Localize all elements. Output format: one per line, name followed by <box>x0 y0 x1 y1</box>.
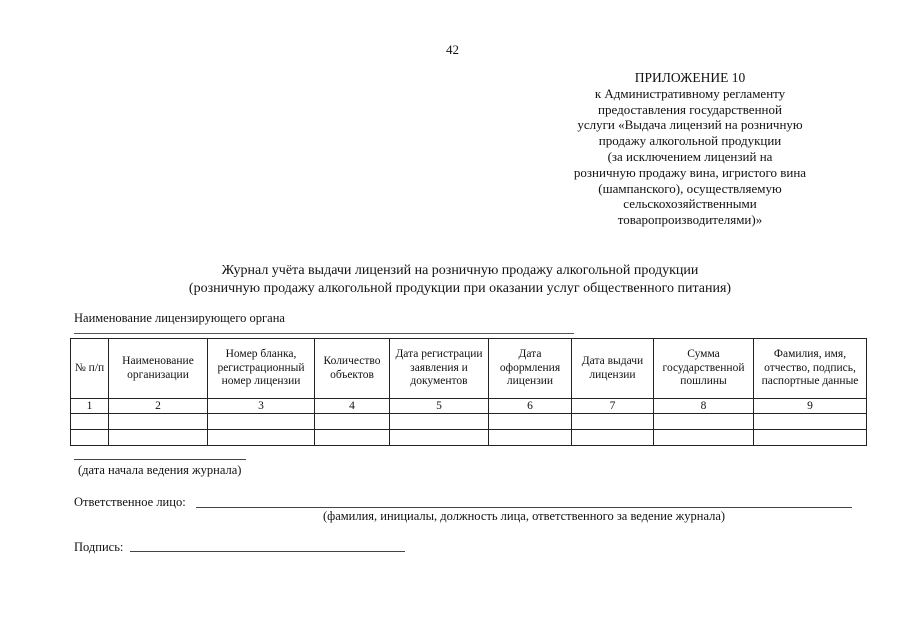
column-number: 6 <box>489 399 572 414</box>
appendix-line: розничную продажу вина, игристого вина <box>573 164 807 180</box>
table-cell <box>754 414 867 430</box>
column-number-row <box>71 399 867 414</box>
org-name-label: Наименование лицензирующего органа <box>74 311 285 325</box>
appendix-line: предоставления государственной <box>598 101 782 117</box>
table-row <box>71 414 867 430</box>
column-header-object-count: Количество объектов <box>315 339 390 399</box>
appendix-line: (шампанского), осуществляемую <box>598 180 782 196</box>
column-header-delivery-date: Дата выдачи лицензии <box>572 339 654 399</box>
journal-start-date-line <box>74 459 246 460</box>
appendix-heading: ПРИЛОЖЕНИЕ 10 <box>634 70 746 85</box>
table-cell <box>489 430 572 446</box>
column-header-registration-date: Дата регистрации заявления и документов <box>390 339 489 399</box>
column-header-fee-amount: Сумма государственной пошлины <box>654 339 754 399</box>
signature-label: Подпись: <box>74 540 124 554</box>
column-header-issue-date: Дата оформления лицензии <box>489 339 572 399</box>
table-cell <box>208 430 315 446</box>
column-header-license-number: Номер бланка, регистрационный номер лицензии <box>208 339 315 399</box>
page-number: 42 <box>446 42 459 57</box>
appendix-line: услуги «Выдача лицензий на розничную <box>577 117 803 133</box>
column-number: 1 <box>71 399 109 414</box>
table-cell <box>572 414 654 430</box>
table-cell <box>489 414 572 430</box>
responsible-person-label: Ответственное лицо: <box>74 495 186 509</box>
journal-title-line-1: Журнал учёта выдачи лицензий на розничную продажу алкогольной продукции <box>221 263 699 278</box>
table-cell <box>315 414 390 430</box>
journal-title-line-2: (розничную продажу алкогольной продукции при оказании услуг общественного питания) <box>188 281 732 296</box>
license-journal-table <box>70 338 867 446</box>
column-header-recipient-data: Фамилия, имя, отчество, подпись, паспортные данные <box>754 339 867 399</box>
column-number: 4 <box>315 399 390 414</box>
journal-title <box>100 262 820 298</box>
responsible-person-caption: (фамилия, инициалы, должность лица, ответственного за ведение журнала) <box>322 509 726 523</box>
appendix-line: продажу алкогольной продукции <box>598 133 782 149</box>
table-cell <box>71 430 109 446</box>
appendix-block <box>530 70 850 228</box>
table-cell <box>654 430 754 446</box>
responsible-person-line <box>196 507 852 508</box>
table-cell <box>109 414 208 430</box>
column-header-number: № п/п <box>71 339 109 399</box>
table-cell <box>654 414 754 430</box>
table-cell <box>754 430 867 446</box>
column-number: 8 <box>654 399 754 414</box>
appendix-line: к Административному регламенту <box>594 85 786 101</box>
appendix-line: товаропроизводителями)» <box>617 212 763 228</box>
table-cell <box>572 430 654 446</box>
appendix-line: (за исключением лицензий на <box>607 148 773 164</box>
signature-line <box>130 551 405 552</box>
table-cell <box>109 430 208 446</box>
column-number: 5 <box>390 399 489 414</box>
table-cell <box>71 414 109 430</box>
table-row <box>71 430 867 446</box>
column-number: 3 <box>208 399 315 414</box>
table-cell <box>315 430 390 446</box>
table-cell <box>208 414 315 430</box>
table-header-row <box>71 339 867 399</box>
column-number: 7 <box>572 399 654 414</box>
table-cell <box>390 430 489 446</box>
org-name-field-line <box>74 333 574 334</box>
appendix-line: сельскохозяйственными <box>623 196 757 212</box>
table-cell <box>390 414 489 430</box>
column-number: 9 <box>754 399 867 414</box>
journal-start-date-caption: (дата начала ведения журнала) <box>78 463 242 477</box>
column-number: 2 <box>109 399 208 414</box>
column-header-organization: Наименование организации <box>109 339 208 399</box>
